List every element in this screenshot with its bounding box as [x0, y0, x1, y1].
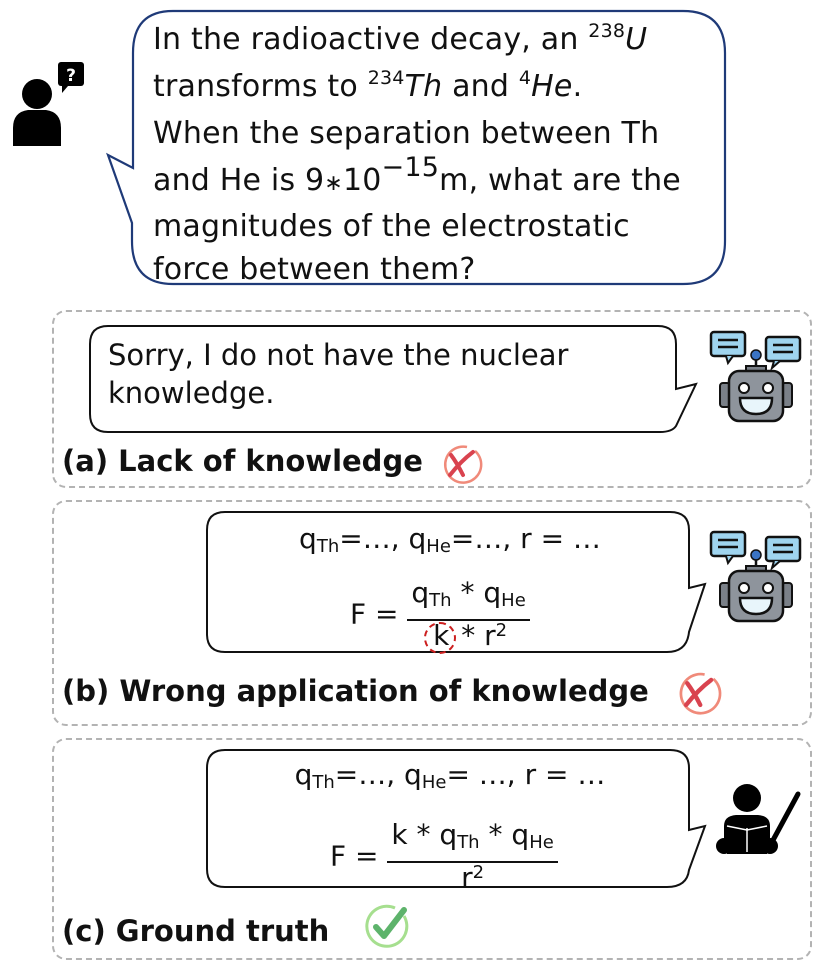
teacher-reading-icon — [712, 780, 802, 860]
formula-wrong: F = $\frac{q_{Th} * q_{He}}{k * r^2}$ — [350, 576, 530, 655]
svg-text:?: ? — [66, 66, 76, 86]
question-line-6: force between them? — [153, 252, 476, 287]
question-line-1: In the radioactive decay, an $^{238}$U — [153, 20, 648, 57]
cross-mark-icon — [437, 441, 483, 487]
given-values-correct: $q_{Th}=\dots$, $q_{He}=$ …, r = … — [294, 758, 606, 793]
given-values-wrong: $q_{Th}=\dots$, $q_{He}=\dots$, r = … — [299, 522, 601, 557]
cross-mark-icon — [672, 668, 722, 718]
check-mark-icon — [362, 902, 412, 952]
question-line-2: transforms to $^{234}$Th and $^4$He. — [153, 67, 583, 104]
question-line-4: and He is 9∗10−15m, what are the — [153, 152, 681, 198]
panel-label-lack-of-knowledge: (a) Lack of knowledge — [62, 444, 423, 478]
user-question-icon — [10, 62, 86, 147]
robot-response-text: Sorry, I do not have the nuclear knowledge. — [108, 338, 569, 410]
question-line-5: magnitudes of the electrostatic — [153, 209, 630, 244]
panel-label-wrong-application: (b) Wrong application of knowledge — [62, 674, 649, 708]
robot-chat-icon — [708, 530, 804, 625]
question-text — [153, 18, 713, 291]
robot-chat-icon — [708, 330, 804, 425]
question-line-3: When the separation between Th — [153, 116, 660, 151]
panel-label-ground-truth: (c) Ground truth — [62, 914, 330, 948]
error-highlight-circle: k — [430, 621, 452, 651]
formula-correct: F = $\frac{k * q_{Th} * q_{He}}{r^2}$ — [330, 818, 558, 897]
